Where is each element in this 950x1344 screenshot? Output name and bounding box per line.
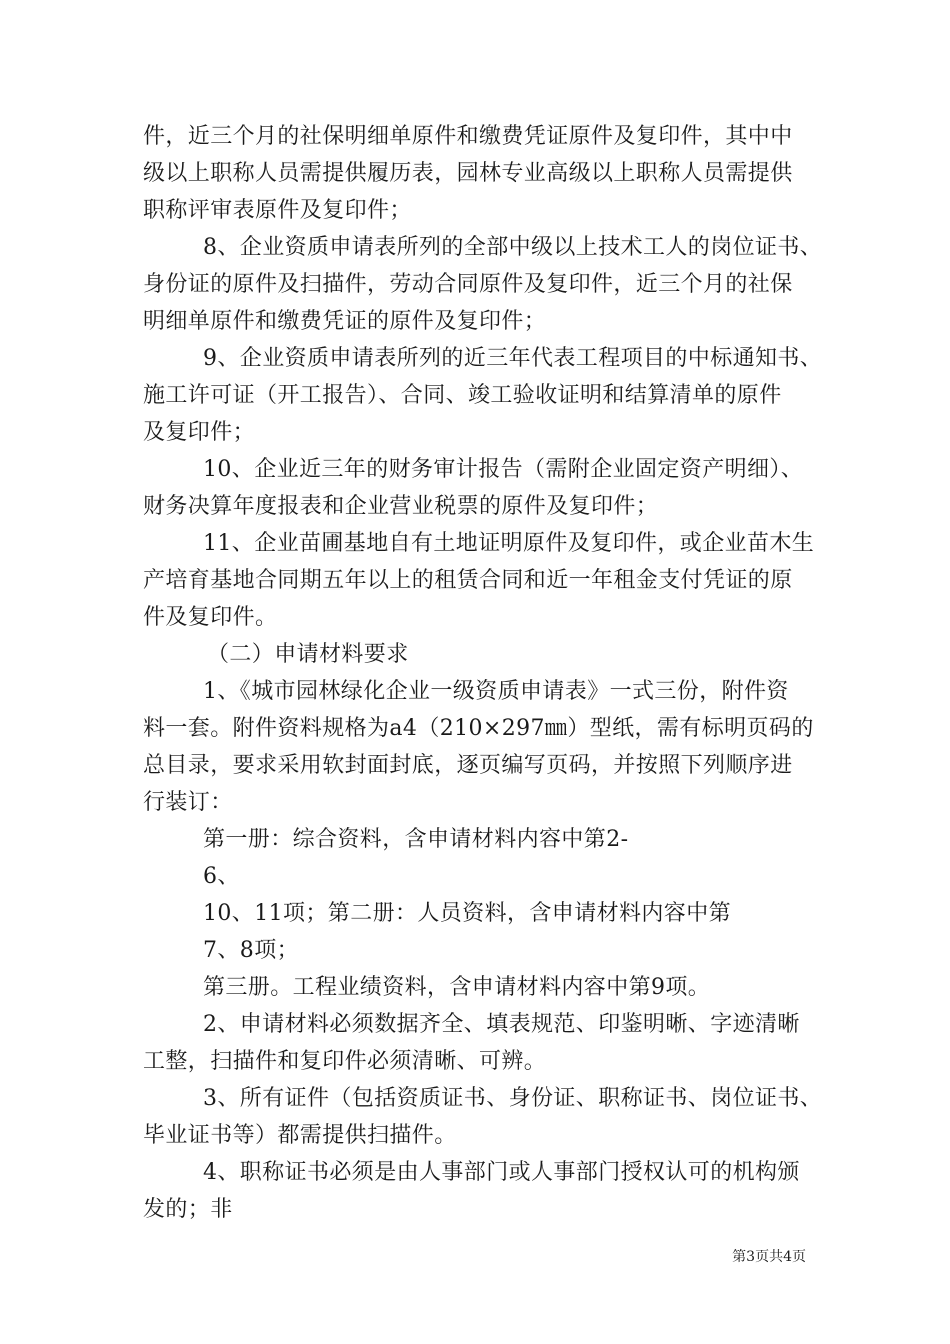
text-line: 料一套。附件资料规格为a4（210×297㎜）型纸，需有标明页码的	[143, 716, 814, 741]
section-heading: （二）申请材料要求	[207, 642, 409, 667]
text-line: 9、企业资质申请表所列的近三年代表工程项目的中标通知书、	[203, 346, 823, 371]
text-line: 1、《城市园林绿化企业一级资质申请表》一式三份，附件资	[203, 679, 789, 704]
text-line: 第一册：综合资料，含申请材料内容中第2-	[203, 827, 629, 852]
text-line: 10、11项；第二册：人员资料，含申请材料内容中第	[203, 901, 731, 926]
text-line: 6、	[203, 864, 240, 889]
text-line: 产培育基地合同期五年以上的租赁合同和近一年租金支付凭证的原	[143, 568, 793, 593]
text-line: 11、企业苗圃基地自有土地证明原件及复印件，或企业苗木生	[203, 531, 815, 556]
text-line: 身份证的原件及扫描件，劳动合同原件及复印件，近三个月的社保	[143, 272, 793, 297]
page-number: 第3页共4页	[732, 1249, 806, 1265]
text-line: 明细单原件和缴费凭证的原件及复印件；	[143, 309, 547, 334]
text-line: 财务决算年度报表和企业营业税票的原件及复印件；	[143, 494, 659, 519]
text-line: 2、申请材料必须数据齐全、填表规范、印鉴明晰、字迹清晰	[203, 1012, 800, 1037]
text-line: 行装订：	[143, 790, 233, 815]
text-line: 级以上职称人员需提供履历表，园林专业高级以上职称人员需提供	[143, 161, 793, 186]
text-line: 工整，扫描件和复印件必须清晰、可辨。	[143, 1049, 547, 1074]
text-line: 4、职称证书必须是由人事部门或人事部门授权认可的机构颁	[203, 1160, 800, 1185]
text-line: 总目录，要求采用软封面封底，逐页编写页码，并按照下列顺序进	[143, 753, 793, 778]
text-line: 施工许可证（开工报告）、合同、竣工验收证明和结算清单的原件	[143, 383, 782, 408]
text-line: 第三册。工程业绩资料，含申请材料内容中第9项。	[203, 975, 711, 1000]
text-line: 8、企业资质申请表所列的全部中级以上技术工人的岗位证书、	[203, 235, 823, 260]
text-line: 7、8项；	[203, 938, 299, 963]
text-line: 3、所有证件（包括资质证书、身份证、职称证书、岗位证书、	[203, 1086, 823, 1111]
text-line: 职称评审表原件及复印件；	[143, 198, 412, 223]
text-line: 件，近三个月的社保明细单原件和缴费凭证原件及复印件，其中中	[143, 124, 793, 149]
text-line: 件及复印件。	[143, 605, 278, 630]
text-line: 毕业证书等）都需提供扫描件。	[143, 1123, 457, 1148]
text-line: 10、企业近三年的财务审计报告（需附企业固定资产明细）、	[203, 457, 804, 482]
text-line: 及复印件；	[143, 420, 256, 445]
text-line: 发的；非	[143, 1197, 233, 1222]
document-body	[143, 118, 823, 1228]
